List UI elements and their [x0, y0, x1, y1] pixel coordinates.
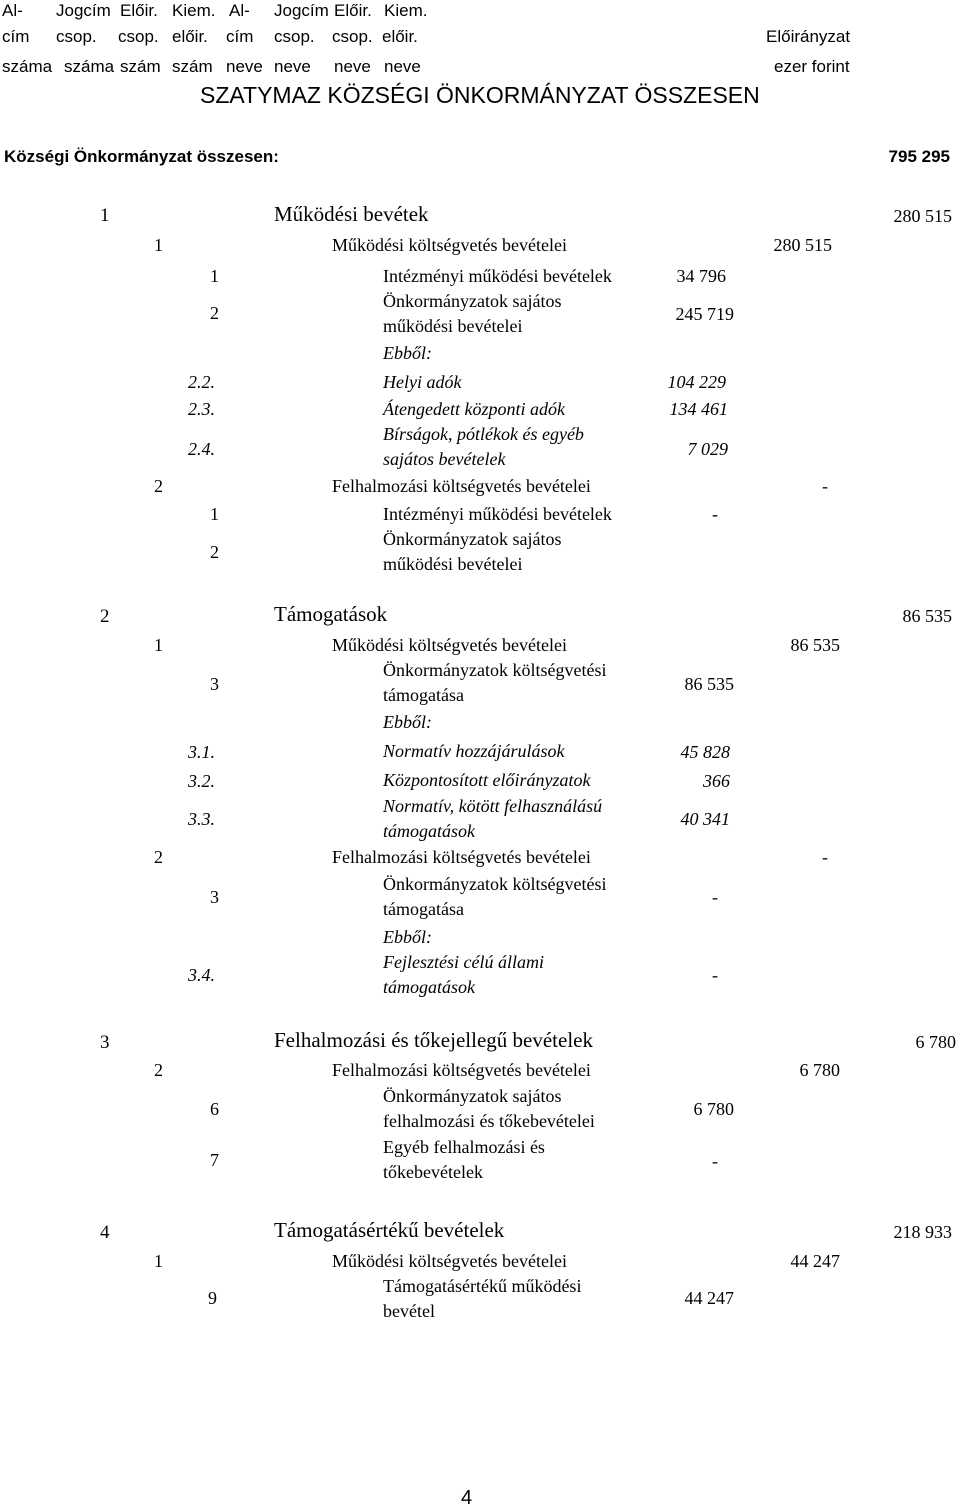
total-label: Községi Önkormányzat összesen: — [4, 147, 279, 166]
section-number: 1 — [100, 205, 110, 226]
row-label: Átengedett központi adók — [383, 399, 565, 419]
row-value: 6 780 — [693, 1099, 734, 1119]
row-label: Működési költségvetés bevételei — [332, 1251, 567, 1271]
header-al-cim-3: száma — [2, 57, 53, 76]
header-kiem-2: előir. — [172, 27, 208, 46]
header-eloir-nev-2: csop. — [332, 27, 373, 46]
row-number: 2.3. — [188, 399, 215, 419]
row-value: 44 247 — [684, 1288, 734, 1308]
row-number: 2 — [154, 847, 163, 867]
row-label: Normatív hozzájárulások — [383, 741, 565, 761]
row-label: Működési költségvetés bevételei — [332, 635, 567, 655]
row-number: 3.3. — [188, 809, 215, 829]
header-kiem: Kiem. — [172, 1, 216, 20]
ebbol-label: Ebből: — [383, 927, 432, 947]
row-value: 245 719 — [675, 304, 734, 324]
row-number: 2.4. — [188, 439, 215, 459]
header-al-nev: Al- — [229, 1, 250, 20]
header-eloir-2: csop. — [118, 27, 159, 46]
page-number: 4 — [461, 1487, 473, 1509]
row-value: - — [822, 847, 828, 867]
row-number: 2 — [154, 476, 163, 496]
row-value: - — [822, 476, 828, 496]
header-eloir-nev-3: neve — [334, 57, 371, 76]
ebbol-label: Ebből: — [383, 343, 432, 363]
row-number: 2 — [210, 303, 219, 323]
section-value: 6 780 — [915, 1032, 956, 1052]
row-label: Felhalmozási költségvetés bevételei — [332, 847, 591, 867]
row-number: 3.4. — [188, 965, 215, 985]
section-value: 280 515 — [893, 206, 952, 226]
row-number: 1 — [210, 266, 219, 286]
total-value: 795 295 — [888, 147, 950, 166]
row-value: 86 535 — [684, 674, 734, 694]
row-label: Önkormányzatok költségvetési támogatása — [383, 874, 607, 919]
section-label: Támogatásértékű bevételek — [274, 1218, 505, 1242]
row-number: 1 — [154, 1251, 163, 1271]
row-label: Központosított előirányzatok — [383, 770, 591, 790]
header-kiem-3: szám — [172, 57, 213, 76]
row-number: 2 — [154, 1060, 163, 1080]
header-jogcim-nev: Jogcím — [274, 1, 329, 20]
header-al-cim: Al- — [2, 1, 23, 20]
header-kiem-nev: Kiem. — [384, 1, 428, 20]
header-al-cim-2: cím — [2, 27, 30, 46]
section-value: 86 535 — [902, 606, 952, 626]
row-label: Önkormányzatok sajátos felhalmozási és tőkebevételei — [383, 1086, 595, 1131]
row-label: Felhalmozási költségvetés bevételei — [332, 476, 591, 496]
header-al-nev-2: cím — [226, 27, 254, 46]
row-label: Bírságok, pótlékok és egyéb sajátos bevételek — [383, 424, 584, 469]
row-number: 1 — [154, 235, 163, 255]
section-label: Felhalmozási és tőkejellegű bevételek — [274, 1028, 593, 1052]
row-value: 134 461 — [669, 399, 728, 419]
header-jogcim: Jogcím — [56, 1, 111, 20]
row-label: Felhalmozási költségvetés bevételei — [332, 1060, 591, 1080]
row-number: 3.2. — [188, 771, 215, 791]
header-kiem-nev-2: előir. — [382, 27, 418, 46]
header-ezer-forint: ezer forint — [774, 57, 850, 76]
section-label: Működési bevétek — [274, 202, 429, 226]
row-number: 2.2. — [188, 372, 215, 392]
page-title: SZATYMAZ KÖZSÉGI ÖNKORMÁNYZAT ÖSSZESEN — [200, 82, 760, 108]
row-label: Helyi adók — [383, 372, 462, 392]
header-jogcim-2: csop. — [56, 27, 97, 46]
row-number: 3 — [210, 674, 219, 694]
row-label: Működési költségvetés bevételei — [332, 235, 567, 255]
row-value: 7 029 — [687, 439, 728, 459]
row-label: Normatív, kötött felhasználású támogatások — [383, 796, 603, 841]
row-label: Önkormányzatok sajátos működési bevételei — [383, 291, 562, 336]
header-eloir: Előir. — [120, 1, 158, 20]
section-number: 4 — [100, 1222, 110, 1243]
row-value: 6 780 — [799, 1060, 840, 1080]
row-value: 40 341 — [680, 809, 730, 829]
header-eloir-nev: Előir. — [334, 1, 372, 20]
row-number: 6 — [210, 1099, 219, 1119]
row-value: 45 828 — [680, 742, 730, 762]
section-value: 218 933 — [893, 1222, 952, 1242]
row-label: Önkormányzatok sajátos működési bevételei — [383, 529, 562, 574]
ebbol-label: Ebből: — [383, 712, 432, 732]
row-label: Intézményi működési bevételek — [383, 504, 612, 524]
row-value: - — [712, 1151, 718, 1171]
row-value: 86 535 — [790, 635, 840, 655]
header-eloiranyzat: Előirányzat — [766, 27, 851, 46]
header-al-nev-3: neve — [226, 57, 263, 76]
row-value: 104 229 — [667, 372, 726, 392]
row-label: Támogatásértékű működési bevétel — [383, 1276, 582, 1321]
row-label: Önkormányzatok költségvetési támogatása — [383, 660, 607, 705]
header-eloir-3: szám — [120, 57, 161, 76]
header-jogcim-nev-3: neve — [274, 57, 311, 76]
row-number: 2 — [210, 542, 219, 562]
header-jogcim-nev-2: csop. — [274, 27, 315, 46]
row-number: 7 — [210, 1150, 219, 1170]
header-jogcim-3: száma — [64, 57, 115, 76]
row-value: 34 796 — [676, 266, 726, 286]
row-value: 366 — [703, 771, 730, 791]
row-number: 9 — [208, 1288, 217, 1308]
row-value: - — [712, 504, 718, 524]
section-number: 3 — [100, 1032, 110, 1053]
row-number: 3 — [210, 887, 219, 907]
row-label: Intézményi működési bevételek — [383, 266, 612, 286]
row-label: Fejlesztési célú állami támogatások — [383, 952, 544, 997]
row-number: 3.1. — [188, 742, 215, 762]
row-number: 1 — [154, 635, 163, 655]
row-value: 280 515 — [773, 235, 832, 255]
section-number: 2 — [100, 606, 110, 627]
header-kiem-nev-3: neve — [384, 57, 421, 76]
row-value: - — [712, 887, 718, 907]
row-label: Egyéb felhalmozási és tőkebevételek — [383, 1137, 545, 1182]
row-value: - — [712, 965, 718, 985]
section-label: Támogatások — [274, 602, 388, 626]
row-number: 1 — [210, 504, 219, 524]
row-value: 44 247 — [790, 1251, 840, 1271]
